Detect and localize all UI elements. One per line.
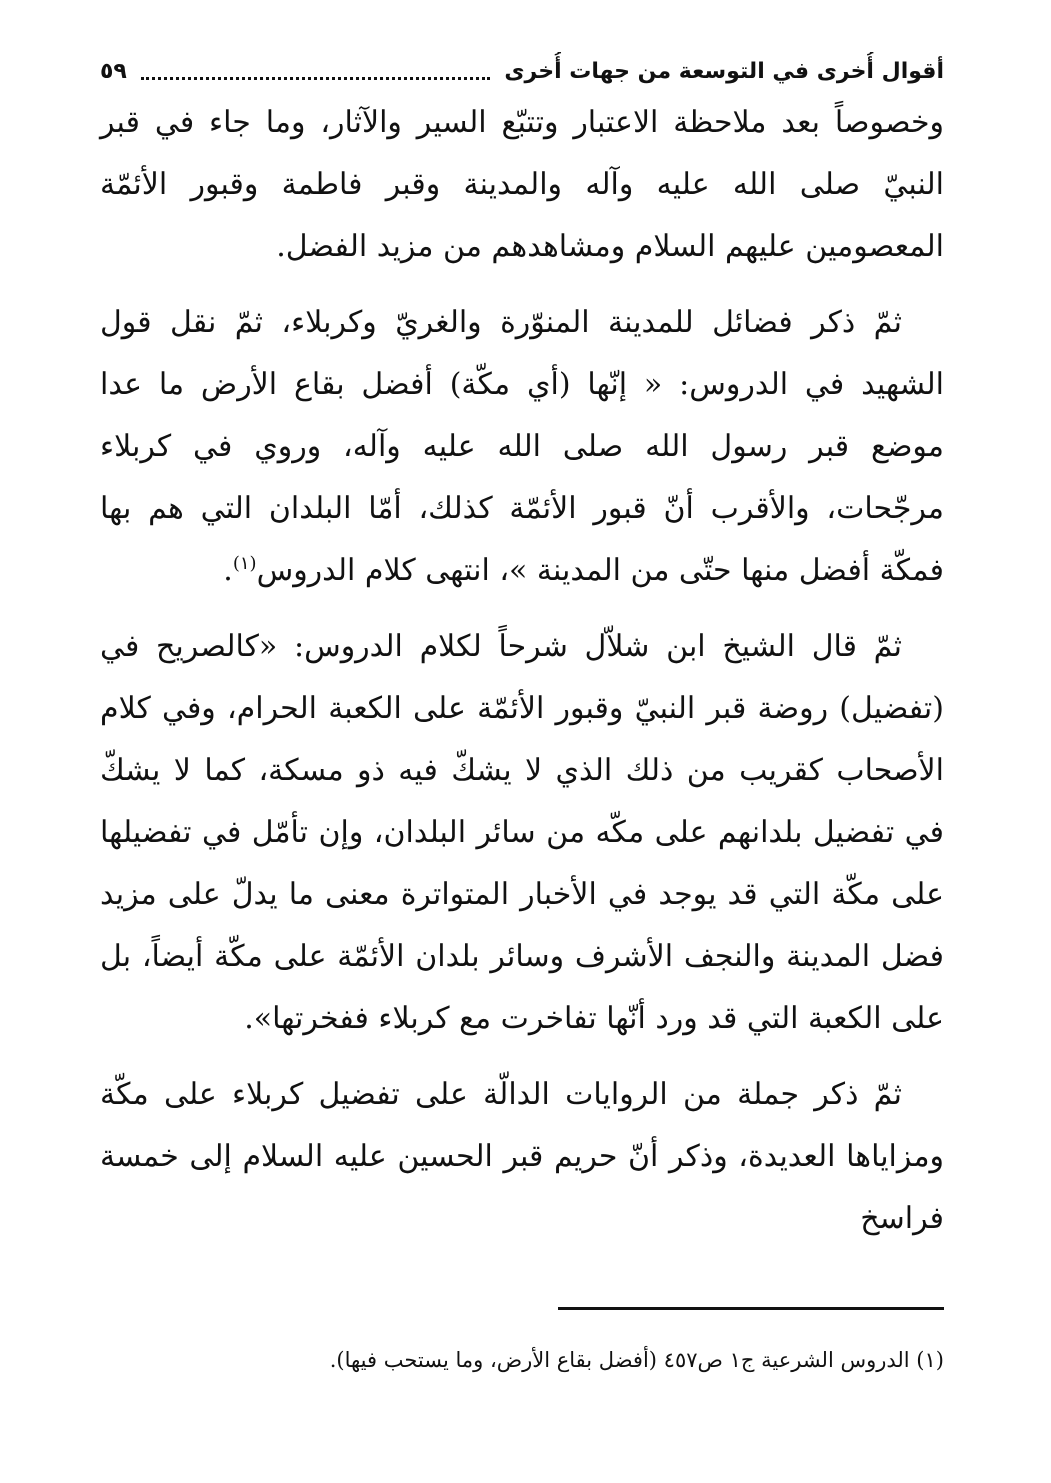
footnote: (١) الدروس الشرعية ج١ ص٤٥٧ (أفضل بقاع الأرض، وما يستحب فيها). [329, 1348, 944, 1372]
page [100, 52, 944, 1250]
paragraph-1: وخصوصاً بعد ملاحظة الاعتبار وتتبّع السير والآثار، وما جاء في قبر النبيّ صلى الله عليه وآله والمدينة وقبر فاطمة وقبور الأئمّة المعصومين عليهم السلام ومشاهدهم من مزيد الفضل. [100, 105, 944, 264]
footnote-divider [558, 1307, 944, 1310]
paragraph-2-end: . [223, 553, 233, 588]
body-text [100, 92, 944, 1250]
chapter-title: أقوال أُخرى في التوسعة من جهات أُخرى [504, 59, 944, 84]
paragraph-3: ثمّ قال الشيخ ابن شلاّل شرحاً لكلام الدروس: «كالصريح في (تفضيل) روضة قبر النبيّ وقبور الأئمّة على الكعبة الحرام، وفي كلام الأصحاب كقريب من ذلك الذي لا يشكّ فيه ذو مسكة، كما لا يشكّ في تفضيل بلدانهم على مكّه من سائر البلدان، وإن تأمّل في تفضيلها على مكّة التي قد يوجد في الأخبار المتواترة معنى ما يدلّ على مزيد فضل المدينة والنجف الأشرف وسائر بلدان الأئمّة على مكّة أيضاً، بل على الكعبة التي قد ورد أنّها تفاخرت مع كربلاء ففخرتها». [100, 629, 944, 1036]
paragraph-2 [100, 292, 944, 602]
paragraph-4: ثمّ ذكر جملة من الروايات الدالّة على تفضيل كربلاء على مكّة ومزاياها العديدة، وذكر أنّ حريم قبر الحسين عليه السلام إلى خمسة فراسخ [100, 1077, 944, 1236]
paragraph-2-text: ثمّ ذكر فضائل للمدينة المنوّرة والغريّ وكربلاء، ثمّ نقل قول الشهيد في الدروس: « إنّها (أي مكّة) أفضل بقاع الأرض ما عدا موضع قبر رسول الله صلى الله عليه وآله، وروي في كربلاء مرجّحات، والأقرب أنّ قبور الأئمّة كذلك، أمّا البلدان التي هم بها فمكّة أفضل منها حتّى من المدينة »، انتهى كلام الدروس [100, 305, 945, 588]
page-number: ٥٩ [100, 59, 127, 84]
footnote-reference[interactable]: (١) [232, 553, 257, 574]
running-header [100, 52, 944, 92]
dot-leader [141, 77, 491, 80]
